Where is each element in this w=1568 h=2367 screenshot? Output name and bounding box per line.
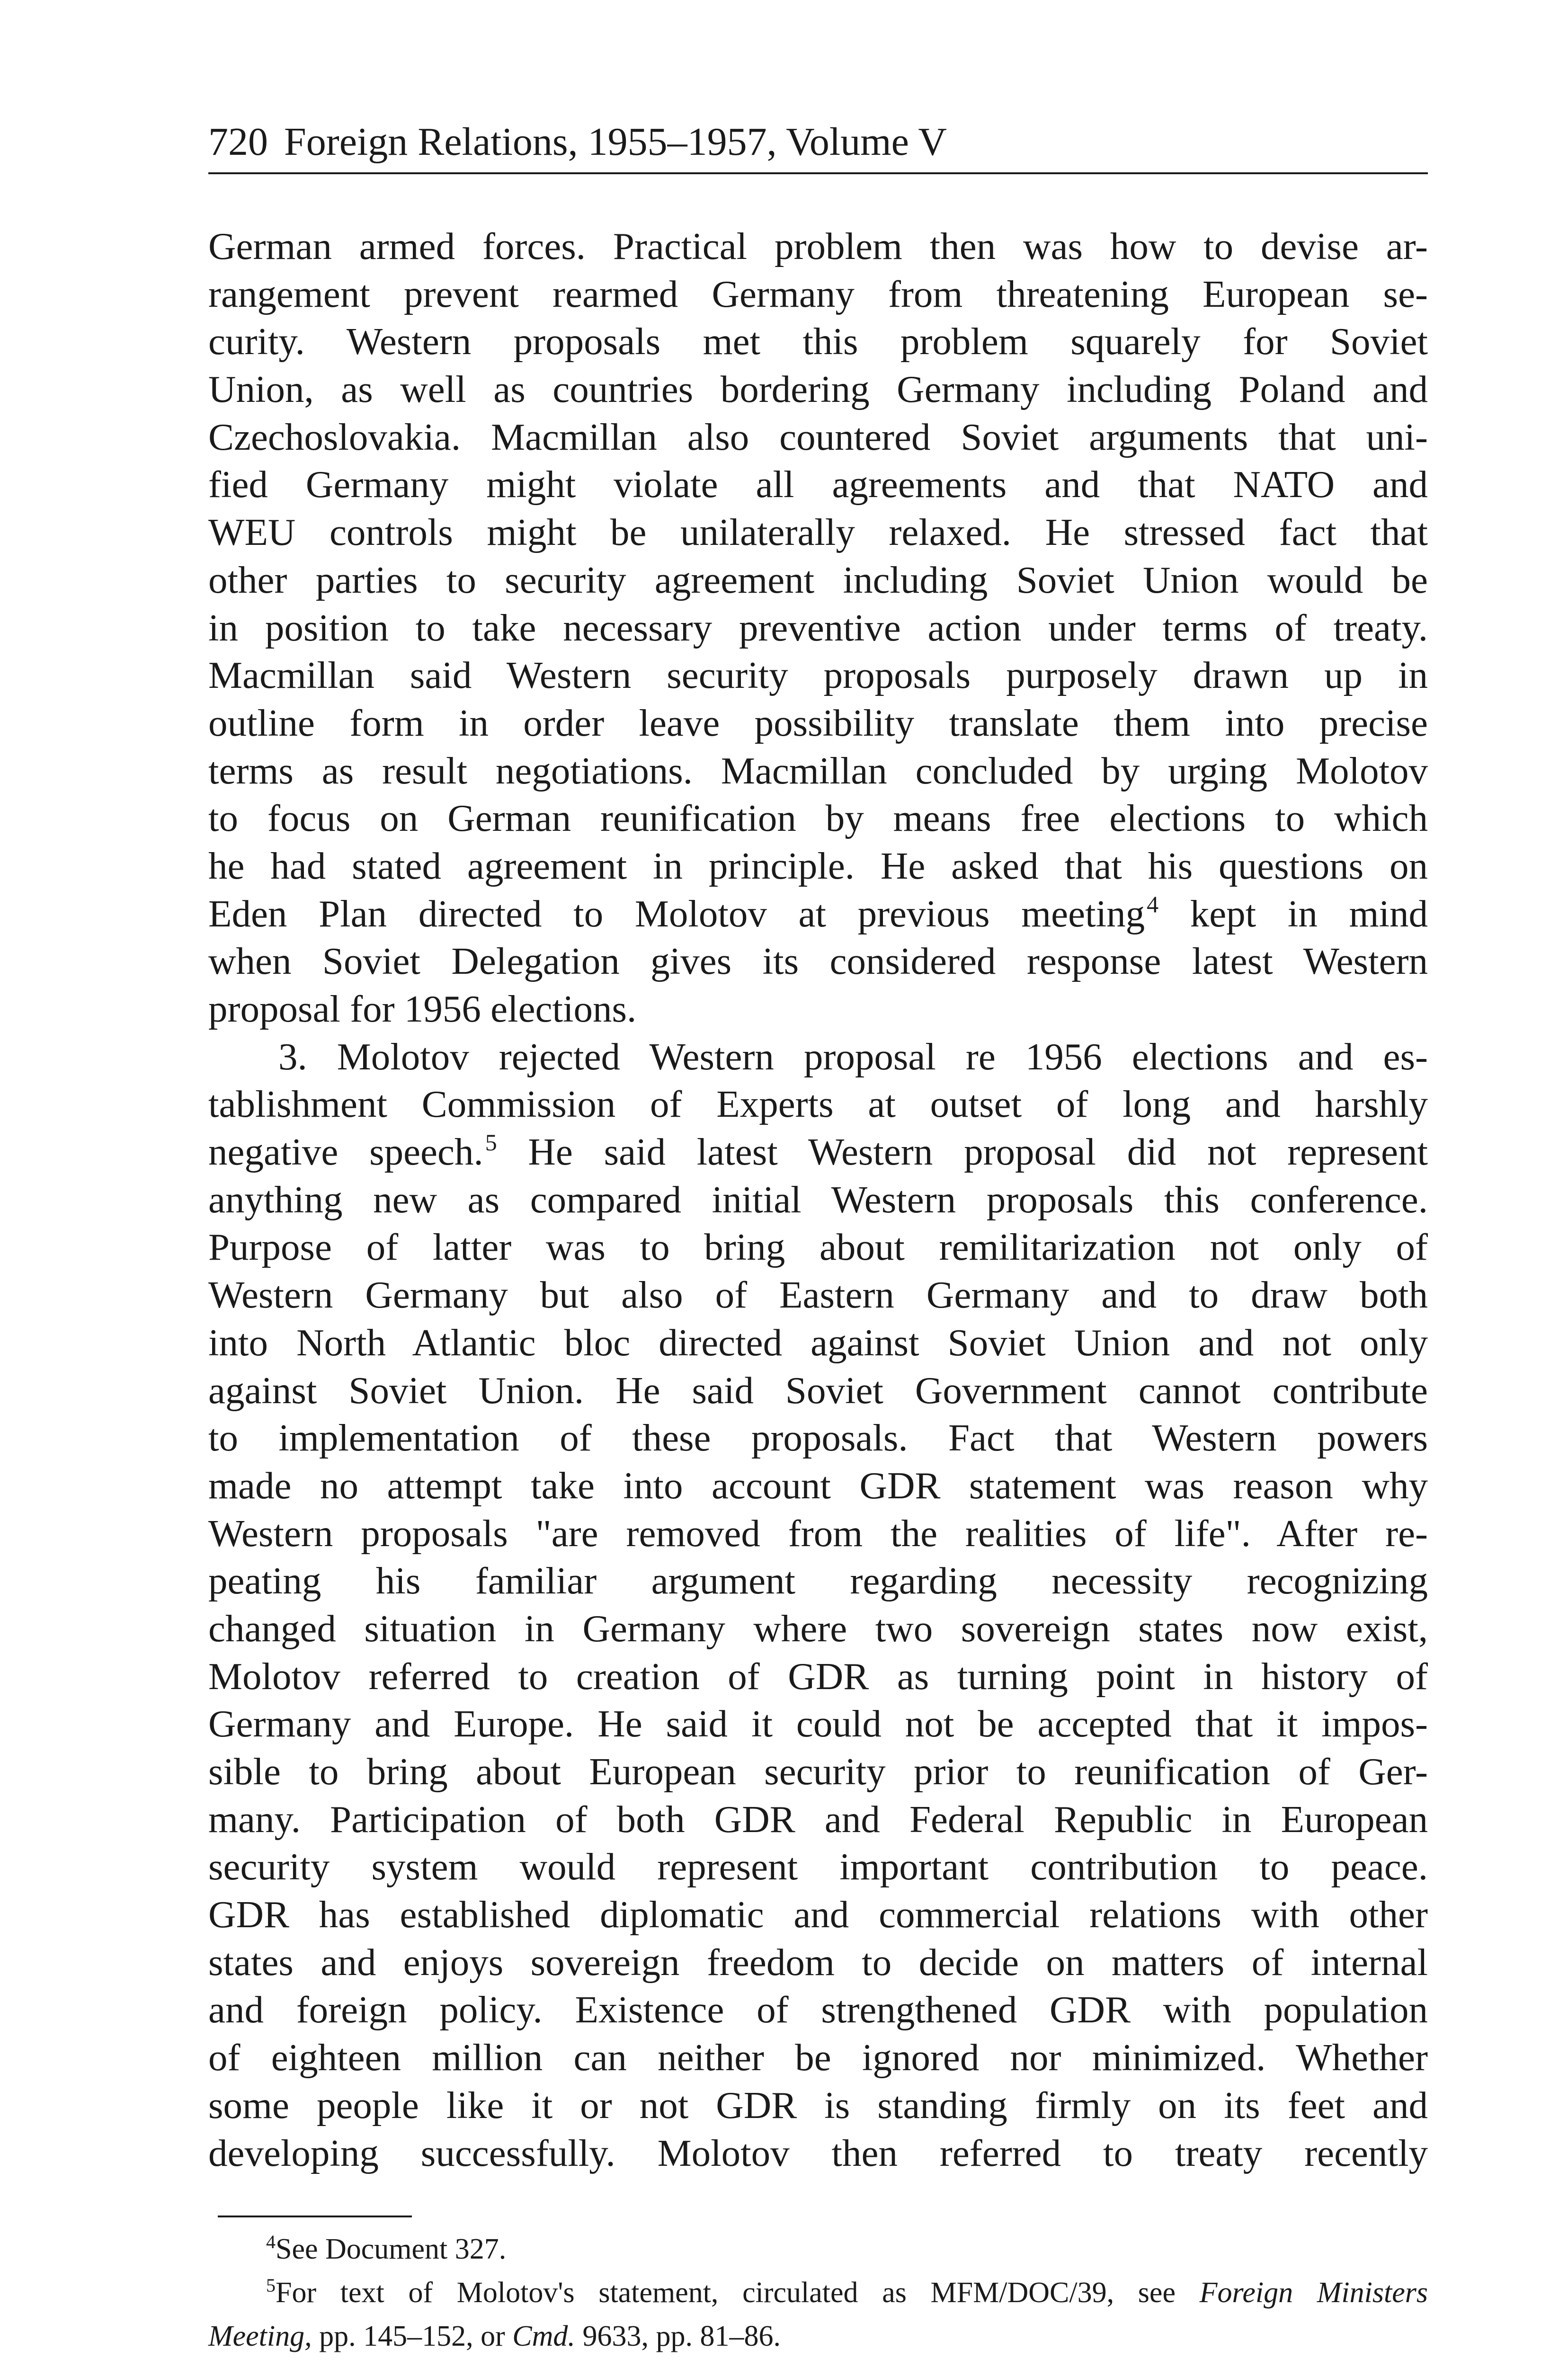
footnote-mark: 5 [266,2275,276,2296]
text-segment: Eden Plan directed to Molotov at previous meeting [208,892,1145,935]
footnote-ref-5: 5 [485,1129,497,1156]
paragraph-continuation [208,222,1428,1033]
footnote-4 [208,2227,1428,2271]
body-text [208,222,1428,2177]
footnote-ref-4: 4 [1147,890,1159,917]
text-line: made no attempt take into account GDR statement was reason why [208,1464,1428,1507]
footnote-rule [218,2216,412,2217]
text-segment: He said latest Western proposal did not represent [497,1130,1428,1174]
footnote-text: For text of Molotov's statement, circulated as MFM/DOC/39, see [276,2277,1200,2309]
text-line: rangement prevent rearmed Germany from threatening European se- [208,272,1428,315]
footnote-citation-abbrev: Cmd. [512,2320,575,2352]
page-number: 720 [208,120,268,164]
footnote-mark: 4 [266,2231,276,2252]
running-title: Foreign Relations, 1955–1957, Volume V [284,120,947,164]
text-line: Germany and Europe. He said it could not be accepted that it impos- [208,1702,1428,1745]
text-line: German armed forces. Practical problem then was how to devise ar- [208,225,1428,267]
text-line: many. Participation of both GDR and Federal Republic in European [208,1797,1428,1841]
footnote-text: 9633, pp. 81–86. [575,2320,781,2352]
text-line: of eighteen million can neither be ignored nor minimized. Whether [208,2036,1428,2079]
text-line: into North Atlantic bloc directed against Soviet Union and not only [208,1321,1428,1364]
footnote-citation-title: Meeting, [208,2320,312,2352]
text-line: some people like it or not GDR is standing firmly on its feet and [208,2083,1428,2127]
text-line: Molotov referred to creation of GDR as turning point in history of [208,1655,1428,1698]
text-line: peating his familiar argument regarding necessity recognizing [208,1559,1428,1602]
text-line: to focus on German reunification by means free elections to which [208,797,1428,840]
text-line: in position to take necessary preventive action under terms of treaty. [208,606,1428,649]
text-line: terms as result negotiations. Macmillan concluded by urging Molotov [208,749,1428,792]
text-line [208,1128,1428,1176]
text-line: to implementation of these proposals. Fact that Western powers [208,1416,1428,1459]
text-line: Czechoslovakia. Macmillan also countered Soviet arguments that uni- [208,415,1428,458]
text-line: curity. Western proposals met this problem squarely for Soviet [208,320,1428,363]
text-line: he had stated agreement in principle. He asked that his questions on [208,844,1428,887]
text-line: and foreign policy. Existence of strengthened GDR with population [208,1988,1428,2031]
text-line: other parties to security agreement including Soviet Union would be [208,558,1428,601]
text-line: Western Germany but also of Eastern Germany and to draw both [208,1273,1428,1317]
text-line: anything new as compared initial Western proposals this conference. [208,1178,1428,1221]
text-line: 3. Molotov rejected Western proposal re 1956 elections and es- [278,1035,1428,1078]
text-line: against Soviet Union. He said Soviet Government cannot contribute [208,1369,1428,1412]
footnotes [208,2227,1428,2358]
text-line: sible to bring about European security prior to reunification of Ger- [208,1750,1428,1793]
footnote-citation-title: Foreign Ministers [1199,2277,1428,2309]
text-line: when Soviet Delegation gives its considered response latest Western [208,940,1428,983]
footnote-text: See Document 327. [276,2233,507,2265]
text-line: Purpose of latter was to bring about remilitarization not only of [208,1226,1428,1269]
text-segment: kept in mind [1158,892,1428,935]
text-line: fied Germany might violate all agreements and that NATO and [208,463,1428,506]
text-line: changed situation in Germany where two sovereign states now exist, [208,1607,1428,1650]
text-line: Western proposals "are removed from the realities of life". After re- [208,1512,1428,1555]
text-line: states and enjoys sovereign freedom to decide on matters of internal [208,1940,1428,1984]
text-line [208,890,1428,938]
text-line: outline form in order leave possibility translate them into precise [208,701,1428,744]
footnote-5-continued [208,2314,1428,2358]
text-line: security system would represent important contribution to peace. [208,1845,1428,1888]
text-line: tablishment Commission of Experts at outset of long and harshly [208,1083,1428,1126]
footnote-5 [208,2271,1428,2314]
footnote-text: pp. 145–152, or [312,2320,513,2352]
text-line: Macmillan said Western security proposals purposely drawn up in [208,654,1428,697]
text-line: GDR has established diplomatic and commercial relations with other [208,1893,1428,1936]
text-line: Union, as well as countries bordering Germany including Poland and [208,368,1428,411]
text-line: WEU controls might be unilaterally relaxed. He stressed fact that [208,511,1428,554]
running-head [208,118,1428,174]
text-line: proposal for 1956 elections. [208,988,637,1030]
text-segment: negative speech. [208,1130,483,1174]
text-line: developing successfully. Molotov then referred to treaty recently [208,2131,1428,2174]
paragraph-3 [208,1033,1428,2177]
